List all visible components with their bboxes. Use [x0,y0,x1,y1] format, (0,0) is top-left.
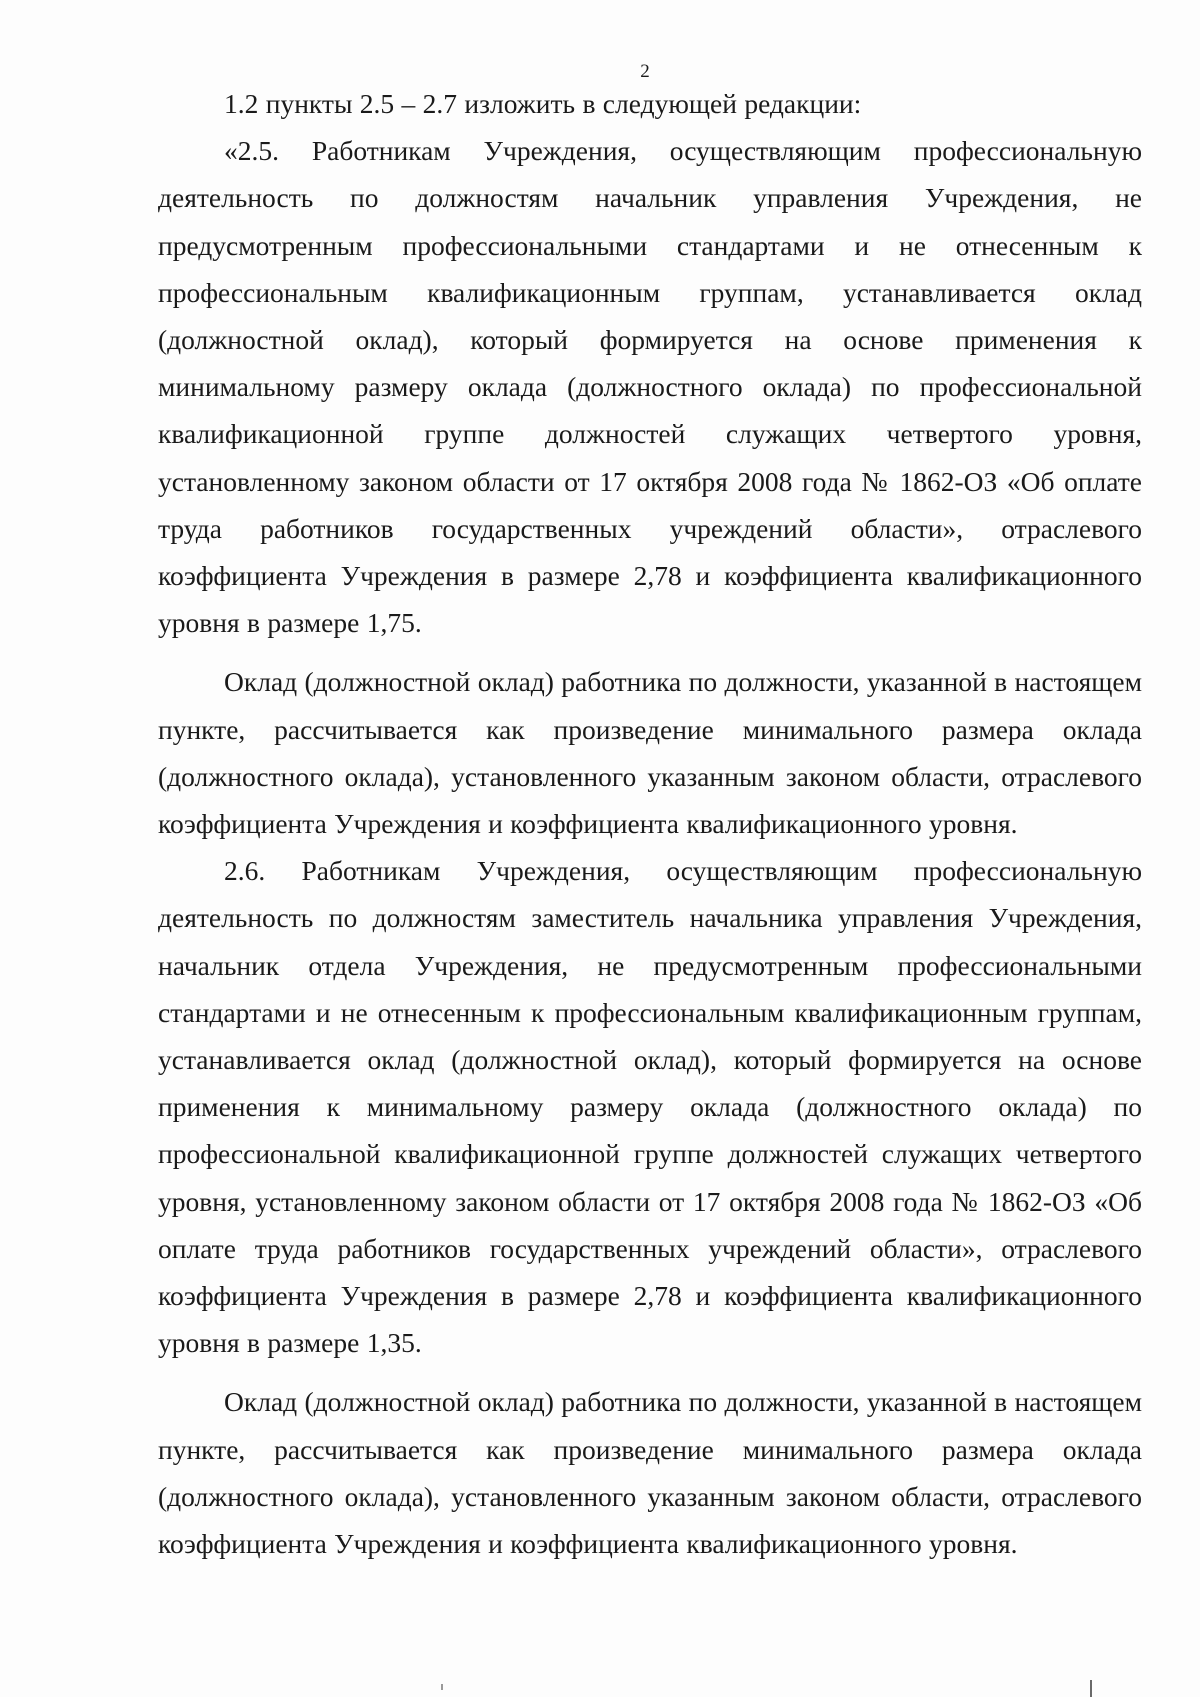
scan-edge-mark [1090,1680,1092,1697]
paragraph-clause-2-5-salary: Оклад (должностной оклад) работника по должности, указанной в настоящем пункте, рассчитывается как произведение минимального размера оклада (должностного оклада), установленного указанным законом области, отраслевого коэффициента Учреждения и коэффициента квалификационного уровня. [158,666,1142,840]
paragraph-intro: 1.2 пункты 2.5 – 2.7 изложить в следующей редакции: [224,88,862,119]
paragraph-clause-2-6-salary: Оклад (должностной оклад) работника по должности, указанной в настоящем пункте, рассчитывается как произведение минимального размера оклада (должностного оклада), установленного указанным законом области, отраслевого коэффициента Учреждения и коэффициента квалификационного уровня. [158,1386,1142,1560]
page-number: 2 [640,61,650,82]
paragraph-clause-2-6: 2.6. Работникам Учреждения, осуществляющим профессиональную деятельность по должностям заместитель начальника управления Учреждения, начальник отдела Учреждения, не предусмотренным профессиональными стандартами и не отнесенным к профессиональным квалификационным группам, устанавливается оклад (должностной оклад), который формируется на основе применения к минимальному размеру оклада (должностного оклада) по профессиональной квалификационной группе должностей служащих четвертого уровня, установленному законом области от 17 октября 2008 года № 1862-ОЗ «Об оплате труда работников государственных учреждений области», отраслевого коэффициента Учреждения в размере 2,78 и коэффициента квалификационного уровня в размере 1,35. [158,855,1142,1359]
scan-speck [441,1684,443,1690]
document-body [158,80,1142,1567]
paragraph-clause-2-5: «2.5. Работникам Учреждения, осуществляющим профессиональную деятельность по должностям начальник управления Учреждения, не предусмотренным профессиональными стандартами и не отнесенным к профессиональным квалификационным группам, устанавливается оклад (должностной оклад), который формируется на основе применения к минимальному размеру оклада (должностного оклада) по профессиональной квалификационной группе должностей служащих четвертого уровня, установленному законом области от 17 октября 2008 года № 1862-ОЗ «Об оплате труда работников государственных учреждений области», отраслевого коэффициента Учреждения в размере 2,78 и коэффициента квалификационного уровня в размере 1,75. [158,135,1142,639]
